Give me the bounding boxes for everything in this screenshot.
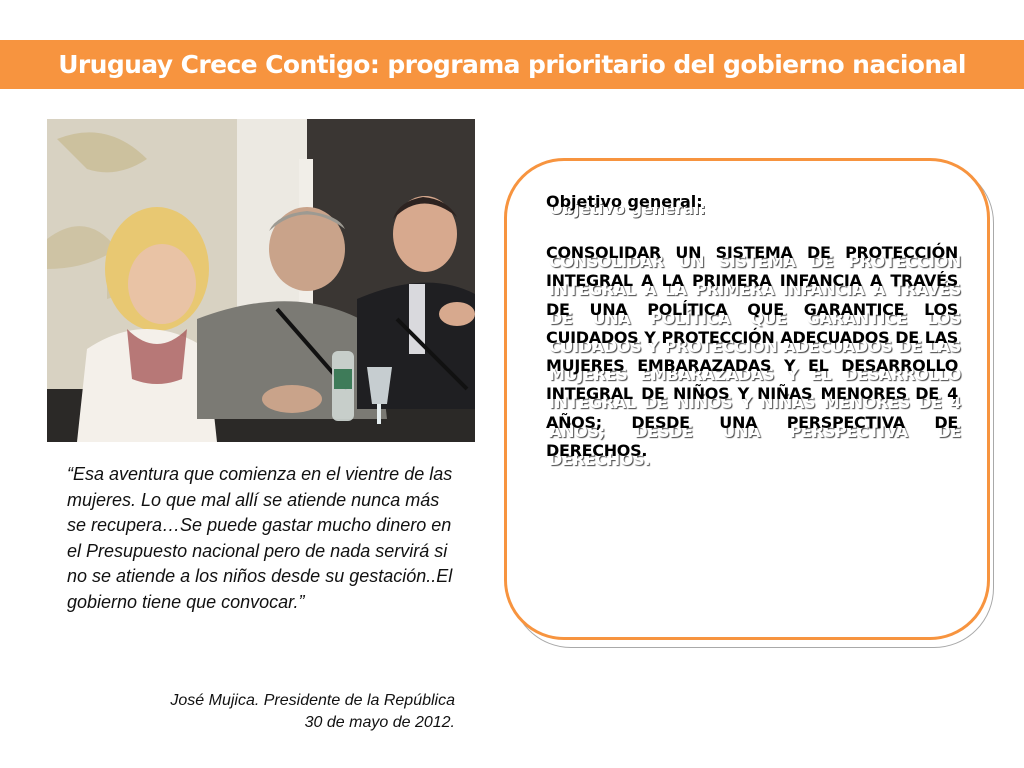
quote-author: José Mujica. Presidente de la República (170, 692, 455, 709)
slide-title: Uruguay Crece Contigo: programa prioritario del gobierno nacional (58, 50, 966, 79)
quote-date: 30 de mayo de 2012. (304, 714, 455, 731)
objective-content (546, 192, 958, 465)
objective-body: CONSOLIDAR UN SISTEMA DE PROTECCIÓN INTEGRAL A LA PRIMERA INFANCIA A TRAVÉS DE UNA POLÍTICA QUE GARANTICE LOS CUIDADOS Y PROTECCIÓN ADECUADOS DE LAS MUJERES EMBARAZADAS Y EL DESARROLLO INTEGRAL DE NIÑOS Y NIÑAS MENORES DE 4 AÑOS; DESDE UNA PERSPECTIVA DE DERECHOS. (546, 243, 958, 461)
title-bar (0, 40, 1024, 89)
objective-heading: Objetivo general: (546, 192, 703, 211)
quote-attribution (60, 690, 455, 734)
mujica-quote: “Esa aventura que comienza en el vientre de las mujeres. Lo que mal allí se atiende nunca más se recupera…Se puede gastar mucho dinero en el Presupuesto nacional pero de nada servirá si no se atiende a los niños desde su gestación..El gobierno tiene que convocar.” (67, 464, 453, 612)
press-conference-photo (47, 119, 475, 442)
